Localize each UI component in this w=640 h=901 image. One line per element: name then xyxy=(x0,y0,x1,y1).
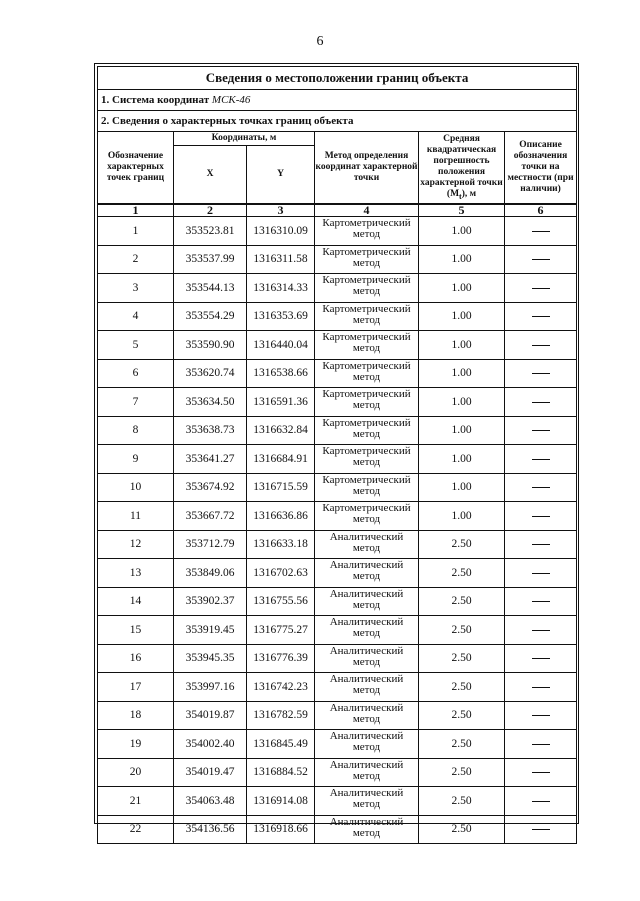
table-row xyxy=(98,758,577,787)
description-cell xyxy=(505,331,577,360)
description-cell xyxy=(505,530,577,559)
description-cell xyxy=(505,730,577,759)
point-number-cell: 6 xyxy=(98,359,174,388)
x-coordinate-cell: 353849.06 xyxy=(174,559,247,588)
y-coordinate-cell: 1316914.08 xyxy=(247,787,315,816)
description-cell xyxy=(505,302,577,331)
error-cell: 1.00 xyxy=(419,473,505,502)
x-coordinate-cell: 353620.74 xyxy=(174,359,247,388)
table-row xyxy=(98,616,577,645)
header-error xyxy=(419,132,505,205)
dash-mark xyxy=(532,573,550,574)
point-number-cell: 1 xyxy=(98,217,174,246)
method-cell: Картометрический метод xyxy=(315,245,419,274)
y-coordinate-cell: 1316684.91 xyxy=(247,445,315,474)
error-cell: 1.00 xyxy=(419,416,505,445)
dash-mark xyxy=(532,829,550,830)
coordinate-system-label: 1. Система координат xyxy=(101,94,210,106)
x-coordinate-cell: 353919.45 xyxy=(174,616,247,645)
error-cell: 2.50 xyxy=(419,644,505,673)
y-coordinate-cell: 1316715.59 xyxy=(247,473,315,502)
description-cell xyxy=(505,587,577,616)
description-cell xyxy=(505,445,577,474)
y-coordinate-cell: 1316755.56 xyxy=(247,587,315,616)
description-cell xyxy=(505,787,577,816)
x-coordinate-cell: 353667.72 xyxy=(174,502,247,531)
dash-mark xyxy=(532,430,550,431)
dash-mark xyxy=(532,658,550,659)
x-coordinate-cell: 353554.29 xyxy=(174,302,247,331)
y-coordinate-cell: 1316918.66 xyxy=(247,815,315,844)
point-number-cell: 16 xyxy=(98,644,174,673)
error-cell: 2.50 xyxy=(419,587,505,616)
header-coords: Координаты, м xyxy=(174,132,315,146)
error-cell: 2.50 xyxy=(419,673,505,702)
method-cell: Картометрический метод xyxy=(315,388,419,417)
header-method: Метод определения координат характерной точки xyxy=(315,132,419,205)
x-coordinate-cell: 353523.81 xyxy=(174,217,247,246)
table-row xyxy=(98,787,577,816)
point-number-cell: 17 xyxy=(98,673,174,702)
point-number-cell: 9 xyxy=(98,445,174,474)
column-number: 6 xyxy=(505,204,577,217)
dash-mark xyxy=(532,459,550,460)
table-row xyxy=(98,274,577,303)
method-cell: Аналитический метод xyxy=(315,701,419,730)
method-cell: Картометрический метод xyxy=(315,331,419,360)
y-coordinate-cell: 1316632.84 xyxy=(247,416,315,445)
method-cell: Аналитический метод xyxy=(315,559,419,588)
x-coordinate-cell: 353997.16 xyxy=(174,673,247,702)
point-number-cell: 22 xyxy=(98,815,174,844)
point-number-cell: 4 xyxy=(98,302,174,331)
header-x: X xyxy=(174,146,247,205)
method-cell: Аналитический метод xyxy=(315,815,419,844)
description-cell xyxy=(505,701,577,730)
header-error-label: Средняя квадратическая погрешность положения характерной точки $(M_t)$, м xyxy=(420,133,503,201)
error-cell: 1.00 xyxy=(419,274,505,303)
dash-mark xyxy=(532,259,550,260)
document-title: Сведения о местоположении границ объекта xyxy=(98,67,577,90)
description-cell xyxy=(505,758,577,787)
method-cell: Аналитический метод xyxy=(315,587,419,616)
table-row xyxy=(98,701,577,730)
y-coordinate-cell: 1316702.63 xyxy=(247,559,315,588)
description-cell xyxy=(505,644,577,673)
point-number-cell: 3 xyxy=(98,274,174,303)
dash-mark xyxy=(532,516,550,517)
point-number-cell: 11 xyxy=(98,502,174,531)
x-coordinate-cell: 353945.35 xyxy=(174,644,247,673)
point-number-cell: 19 xyxy=(98,730,174,759)
table-row xyxy=(98,245,577,274)
column-number: 2 xyxy=(174,204,247,217)
x-coordinate-cell: 353674.92 xyxy=(174,473,247,502)
method-cell: Картометрический метод xyxy=(315,359,419,388)
method-cell: Картометрический метод xyxy=(315,502,419,531)
x-coordinate-cell: 353544.13 xyxy=(174,274,247,303)
description-cell xyxy=(505,416,577,445)
dash-mark xyxy=(532,544,550,545)
error-cell: 2.50 xyxy=(419,815,505,844)
table-row xyxy=(98,473,577,502)
y-coordinate-cell: 1316742.23 xyxy=(247,673,315,702)
method-cell: Аналитический метод xyxy=(315,644,419,673)
dash-mark xyxy=(532,402,550,403)
error-cell: 1.00 xyxy=(419,245,505,274)
y-coordinate-cell: 1316591.36 xyxy=(247,388,315,417)
x-coordinate-cell: 353537.99 xyxy=(174,245,247,274)
error-cell: 2.50 xyxy=(419,530,505,559)
x-coordinate-cell: 353712.79 xyxy=(174,530,247,559)
description-cell xyxy=(505,217,577,246)
point-number-cell: 8 xyxy=(98,416,174,445)
table-row xyxy=(98,502,577,531)
point-number-cell: 7 xyxy=(98,388,174,417)
coordinate-system-value: МСК-46 xyxy=(211,94,251,106)
point-number-cell: 5 xyxy=(98,331,174,360)
description-cell xyxy=(505,388,577,417)
coordinate-system-row xyxy=(98,90,577,111)
point-number-cell: 21 xyxy=(98,787,174,816)
error-cell: 1.00 xyxy=(419,359,505,388)
x-coordinate-cell: 354019.47 xyxy=(174,758,247,787)
boundary-points-table xyxy=(97,66,577,844)
error-cell: 1.00 xyxy=(419,388,505,417)
point-number-cell: 10 xyxy=(98,473,174,502)
point-number-cell: 13 xyxy=(98,559,174,588)
column-number: 4 xyxy=(315,204,419,217)
dash-mark xyxy=(532,288,550,289)
table-row xyxy=(98,445,577,474)
y-coordinate-cell: 1316353.69 xyxy=(247,302,315,331)
table-row xyxy=(98,673,577,702)
table-row xyxy=(98,217,577,246)
dash-mark xyxy=(532,772,550,773)
dash-mark xyxy=(532,687,550,688)
x-coordinate-cell: 354002.40 xyxy=(174,730,247,759)
method-cell: Картометрический метод xyxy=(315,302,419,331)
x-coordinate-cell: 354063.48 xyxy=(174,787,247,816)
y-coordinate-cell: 1316782.59 xyxy=(247,701,315,730)
error-cell: 2.50 xyxy=(419,616,505,645)
dash-mark xyxy=(532,744,550,745)
x-coordinate-cell: 354136.56 xyxy=(174,815,247,844)
dash-mark xyxy=(532,231,550,232)
error-cell: 1.00 xyxy=(419,445,505,474)
error-cell: 2.50 xyxy=(419,758,505,787)
error-cell: 1.00 xyxy=(419,302,505,331)
x-coordinate-cell: 353590.90 xyxy=(174,331,247,360)
point-number-cell: 12 xyxy=(98,530,174,559)
method-cell: Картометрический метод xyxy=(315,416,419,445)
table-row xyxy=(98,587,577,616)
page-number: 6 xyxy=(316,34,324,49)
section-title: 2. Сведения о характерных точках границ объекта xyxy=(98,111,577,132)
description-cell xyxy=(505,502,577,531)
table-row xyxy=(98,359,577,388)
point-number-cell: 18 xyxy=(98,701,174,730)
dash-mark xyxy=(532,316,550,317)
table-row xyxy=(98,331,577,360)
description-cell xyxy=(505,815,577,844)
method-cell: Аналитический метод xyxy=(315,673,419,702)
point-number-cell: 15 xyxy=(98,616,174,645)
x-coordinate-cell: 354019.87 xyxy=(174,701,247,730)
point-number-cell: 20 xyxy=(98,758,174,787)
method-cell: Картометрический метод xyxy=(315,274,419,303)
y-coordinate-cell: 1316310.09 xyxy=(247,217,315,246)
description-cell xyxy=(505,245,577,274)
header-point: Обозначение характерных точек границ xyxy=(98,132,174,205)
x-coordinate-cell: 353902.37 xyxy=(174,587,247,616)
dash-mark xyxy=(532,715,550,716)
column-number-row xyxy=(98,204,577,217)
y-coordinate-cell: 1316633.18 xyxy=(247,530,315,559)
method-cell: Аналитический метод xyxy=(315,616,419,645)
table-body xyxy=(98,217,577,844)
dash-mark xyxy=(532,345,550,346)
error-cell: 2.50 xyxy=(419,787,505,816)
dash-mark xyxy=(532,630,550,631)
column-number: 1 xyxy=(98,204,174,217)
table-row xyxy=(98,388,577,417)
description-cell xyxy=(505,359,577,388)
y-coordinate-cell: 1316776.39 xyxy=(247,644,315,673)
method-cell: Аналитический метод xyxy=(315,730,419,759)
error-cell: 1.00 xyxy=(419,502,505,531)
method-cell: Картометрический метод xyxy=(315,445,419,474)
x-coordinate-cell: 353638.73 xyxy=(174,416,247,445)
description-cell xyxy=(505,473,577,502)
description-cell xyxy=(505,274,577,303)
dash-mark xyxy=(532,373,550,374)
y-coordinate-cell: 1316636.86 xyxy=(247,502,315,531)
description-cell xyxy=(505,673,577,702)
subscript-t: t xyxy=(459,191,462,201)
table-row xyxy=(98,644,577,673)
error-cell: 2.50 xyxy=(419,559,505,588)
point-number-cell: 2 xyxy=(98,245,174,274)
description-cell xyxy=(505,616,577,645)
header-y: Y xyxy=(247,146,315,205)
column-number: 5 xyxy=(419,204,505,217)
header-description: Описание обозначения точки на местности (при наличии) xyxy=(505,132,577,205)
y-coordinate-cell: 1316311.58 xyxy=(247,245,315,274)
boundary-info-frame xyxy=(94,63,579,839)
table-row xyxy=(98,416,577,445)
method-cell: Аналитический метод xyxy=(315,530,419,559)
error-cell: 1.00 xyxy=(419,217,505,246)
method-cell: Картометрический метод xyxy=(315,217,419,246)
table-row xyxy=(98,730,577,759)
error-cell: 2.50 xyxy=(419,701,505,730)
y-coordinate-cell: 1316884.52 xyxy=(247,758,315,787)
y-coordinate-cell: 1316845.49 xyxy=(247,730,315,759)
dash-mark xyxy=(532,801,550,802)
description-cell xyxy=(505,559,577,588)
method-cell: Аналитический метод xyxy=(315,787,419,816)
y-coordinate-cell: 1316775.27 xyxy=(247,616,315,645)
y-coordinate-cell: 1316314.33 xyxy=(247,274,315,303)
table-row xyxy=(98,530,577,559)
y-coordinate-cell: 1316538.66 xyxy=(247,359,315,388)
y-coordinate-cell: 1316440.04 xyxy=(247,331,315,360)
point-number-cell: 14 xyxy=(98,587,174,616)
dash-mark xyxy=(532,487,550,488)
column-number: 3 xyxy=(247,204,315,217)
error-cell: 2.50 xyxy=(419,730,505,759)
table-row xyxy=(98,815,577,844)
x-coordinate-cell: 353641.27 xyxy=(174,445,247,474)
method-cell: Картометрический метод xyxy=(315,473,419,502)
dash-mark xyxy=(532,601,550,602)
table-row xyxy=(98,559,577,588)
table-row xyxy=(98,302,577,331)
error-cell: 1.00 xyxy=(419,331,505,360)
x-coordinate-cell: 353634.50 xyxy=(174,388,247,417)
method-cell: Аналитический метод xyxy=(315,758,419,787)
